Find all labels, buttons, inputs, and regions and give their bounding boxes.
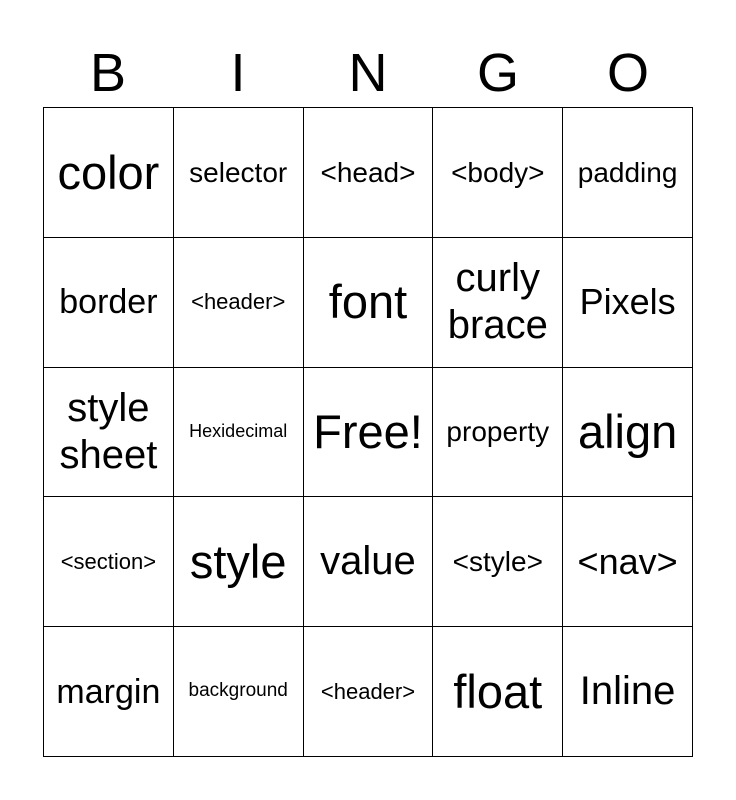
cell-label: style sheet xyxy=(59,385,158,477)
cell-label: property xyxy=(446,416,550,448)
cell-label: Pixels xyxy=(579,280,676,322)
cell-label: Free! xyxy=(313,405,423,459)
cell-label: Inline xyxy=(579,669,676,713)
cell-label: curly brace xyxy=(447,256,548,348)
bingo-cell[interactable] xyxy=(174,368,304,498)
cell-label: <nav> xyxy=(577,540,678,582)
bingo-cell[interactable] xyxy=(433,368,563,498)
bingo-cell[interactable] xyxy=(304,497,434,627)
cell-label: padding xyxy=(577,156,678,188)
cell-label: <section> xyxy=(60,548,157,574)
cell-label: font xyxy=(328,275,408,329)
header-letter-i: I xyxy=(230,43,246,103)
header-letter-b: B xyxy=(89,43,127,103)
cell-label: border xyxy=(59,283,158,322)
bingo-cell[interactable] xyxy=(174,108,304,238)
bingo-cell[interactable] xyxy=(563,108,693,238)
header-letter-n: N xyxy=(348,43,388,103)
cell-label: <style> xyxy=(452,546,543,578)
bingo-cell[interactable] xyxy=(433,627,563,757)
cell-label: float xyxy=(453,664,543,718)
bingo-free-cell[interactable] xyxy=(304,368,434,498)
bingo-cell[interactable] xyxy=(563,627,693,757)
bingo-cell[interactable] xyxy=(44,238,174,368)
bingo-cell[interactable] xyxy=(44,108,174,238)
bingo-cell[interactable] xyxy=(44,627,174,757)
bingo-cell[interactable] xyxy=(174,238,304,368)
bingo-header xyxy=(43,40,693,106)
bingo-board xyxy=(43,107,693,757)
cell-label: selector xyxy=(189,156,288,188)
cell-label: value xyxy=(320,539,416,584)
bingo-cell[interactable] xyxy=(433,238,563,368)
cell-label: <body> xyxy=(451,156,545,188)
cell-label: align xyxy=(577,405,678,459)
bingo-cell[interactable] xyxy=(304,238,434,368)
cell-label: <header> xyxy=(320,678,416,704)
bingo-cell[interactable] xyxy=(433,497,563,627)
bingo-cell[interactable] xyxy=(563,368,693,498)
bingo-cell[interactable] xyxy=(304,108,434,238)
bingo-cell[interactable] xyxy=(44,368,174,498)
bingo-cell[interactable] xyxy=(44,497,174,627)
bingo-cell[interactable] xyxy=(433,108,563,238)
header-letter-g: G xyxy=(476,43,519,103)
cell-label: <head> xyxy=(320,156,416,188)
cell-label: color xyxy=(57,145,160,199)
bingo-cell[interactable] xyxy=(174,627,304,757)
bingo-cell[interactable] xyxy=(563,238,693,368)
bingo-cell[interactable] xyxy=(304,627,434,757)
cell-label: <header> xyxy=(191,289,286,315)
cell-label: background xyxy=(188,680,288,702)
bingo-cell[interactable] xyxy=(563,497,693,627)
cell-label: margin xyxy=(56,672,161,711)
bingo-cell[interactable] xyxy=(174,497,304,627)
cell-label: style xyxy=(189,535,287,589)
header-letter-o: O xyxy=(606,43,649,103)
cell-label: Hexidecimal xyxy=(189,421,288,442)
